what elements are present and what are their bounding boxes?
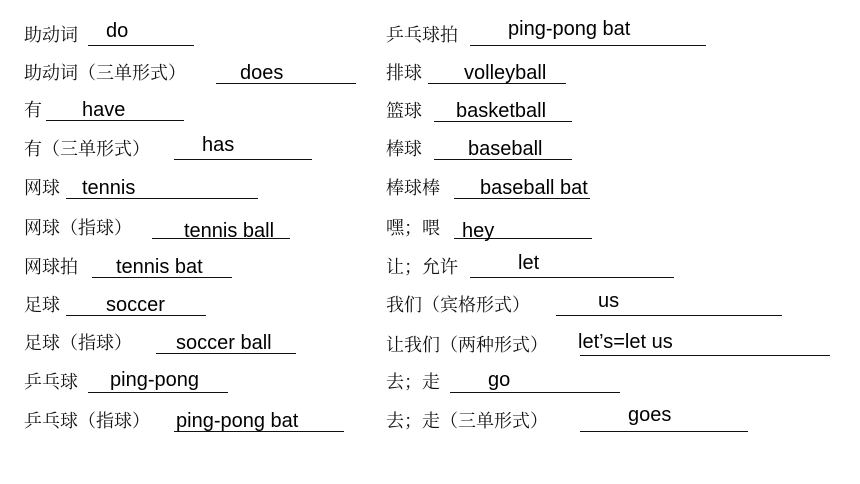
chinese-prompt: 嘿；喂 [386,218,440,239]
english-answer: us [598,290,620,312]
english-answer: basketball [456,100,547,122]
answer-blank-line [174,159,312,160]
vocab-row [24,294,354,318]
vocab-row [386,100,716,124]
english-answer: ping-pong [110,369,199,391]
answer-blank-line [450,392,620,393]
vocab-row [24,20,354,48]
vocab-row [386,252,716,280]
english-answer: has [202,134,235,156]
chinese-prompt: 乒乓球 [24,372,78,393]
english-answer: tennis [82,177,136,199]
chinese-prompt: 棒球 [386,139,422,160]
vocab-row [24,99,354,123]
english-answer: baseball [468,138,543,160]
english-answer: does [240,62,284,84]
answer-blank-line [556,315,782,316]
chinese-prompt: 网球 [24,178,60,199]
chinese-prompt: 助动词（三单形式） [24,63,186,84]
answer-blank-line [470,45,706,46]
vocab-row [386,217,716,241]
vocab-row [24,410,354,434]
english-answer: go [488,369,511,391]
english-answer: goes [628,404,672,426]
vocab-row [386,404,756,434]
vocab-row [24,256,354,280]
vocab-row [386,138,716,162]
answer-blank-line [88,45,194,46]
vocab-row [24,371,354,395]
chinese-prompt: 有（三单形式） [24,139,150,160]
english-answer: do [106,20,129,42]
english-answer: tennis ball [184,220,275,242]
answer-blank-line [580,431,748,432]
vocab-row [386,18,716,48]
vocab-row [386,290,816,318]
answer-blank-line [216,83,356,84]
vocab-row [386,177,716,201]
vocab-row [386,62,716,86]
english-answer: tennis bat [116,256,203,278]
vocab-row [24,217,354,241]
chinese-prompt: 让我们（两种形式） [386,335,548,356]
chinese-prompt: 乒乓球拍 [386,25,458,46]
english-answer: baseball bat [480,177,588,199]
chinese-prompt: 我们（宾格形式） [386,295,530,316]
chinese-prompt: 去；走 [386,372,440,393]
english-answer: let’s=let us [578,331,673,353]
english-answer: soccer ball [176,332,272,354]
vocab-row [386,371,716,395]
chinese-prompt: 网球（指球） [24,218,132,239]
chinese-prompt: 排球 [386,63,422,84]
english-answer: hey [462,220,495,242]
answer-blank-line [470,277,674,278]
chinese-prompt: 去；走（三单形式） [386,411,548,432]
vocab-row [24,62,364,86]
vocab-row [386,331,836,358]
chinese-prompt: 网球拍 [24,257,78,278]
vocab-row [24,134,354,162]
english-answer: let [518,252,540,274]
vocab-row [24,177,354,201]
vocab-row [24,332,354,356]
chinese-prompt: 足球 [24,295,60,316]
english-answer: ping-pong bat [176,410,299,432]
chinese-prompt: 乒乓球（指球） [24,411,150,432]
chinese-prompt: 篮球 [386,101,422,122]
chinese-prompt: 足球（指球） [24,333,132,354]
chinese-prompt: 有 [24,100,42,121]
chinese-prompt: 助动词 [24,25,78,46]
english-answer: ping-pong bat [508,18,631,40]
english-answer: have [82,99,126,121]
answer-blank-line [88,392,228,393]
english-answer: soccer [106,294,165,316]
chinese-prompt: 让；允许 [386,257,458,278]
chinese-prompt: 棒球棒 [386,178,440,199]
answer-blank-line [580,355,830,356]
english-answer: volleyball [464,62,547,84]
